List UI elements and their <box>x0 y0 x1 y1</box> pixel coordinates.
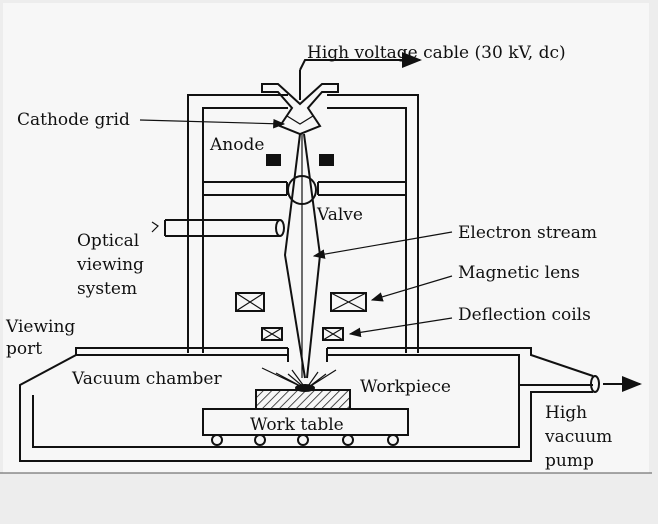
label-electron-stream: Electron stream <box>458 223 597 243</box>
label-deflection-coils: Deflection coils <box>458 305 591 325</box>
label-pump-line1: High <box>545 403 588 423</box>
label-pump-line3: pump <box>545 451 594 471</box>
label-viewing-port-line1: Viewing <box>6 317 76 337</box>
label-work-table: Work table <box>250 415 344 435</box>
label-valve: Valve <box>317 205 363 225</box>
label-optical-line1: Optical <box>77 231 140 251</box>
label-pump-line2: vacuum <box>545 427 613 447</box>
label-optical-line3: system <box>77 279 138 299</box>
label-vacuum-chamber: Vacuum chamber <box>72 369 222 389</box>
label-anode: Anode <box>210 135 265 155</box>
label-cable: High voltage cable (30 kV, dc) <box>307 43 566 63</box>
workpiece-block <box>256 390 350 409</box>
label-cathode-grid: Cathode grid <box>17 110 130 130</box>
label-optical-line2: viewing <box>77 255 144 275</box>
anode-left-block <box>266 154 281 166</box>
anode-right-block <box>319 154 334 166</box>
label-viewing-port-line2: port <box>6 339 43 359</box>
label-workpiece: Workpiece <box>360 377 451 397</box>
label-magnetic-lens: Magnetic lens <box>458 263 580 283</box>
